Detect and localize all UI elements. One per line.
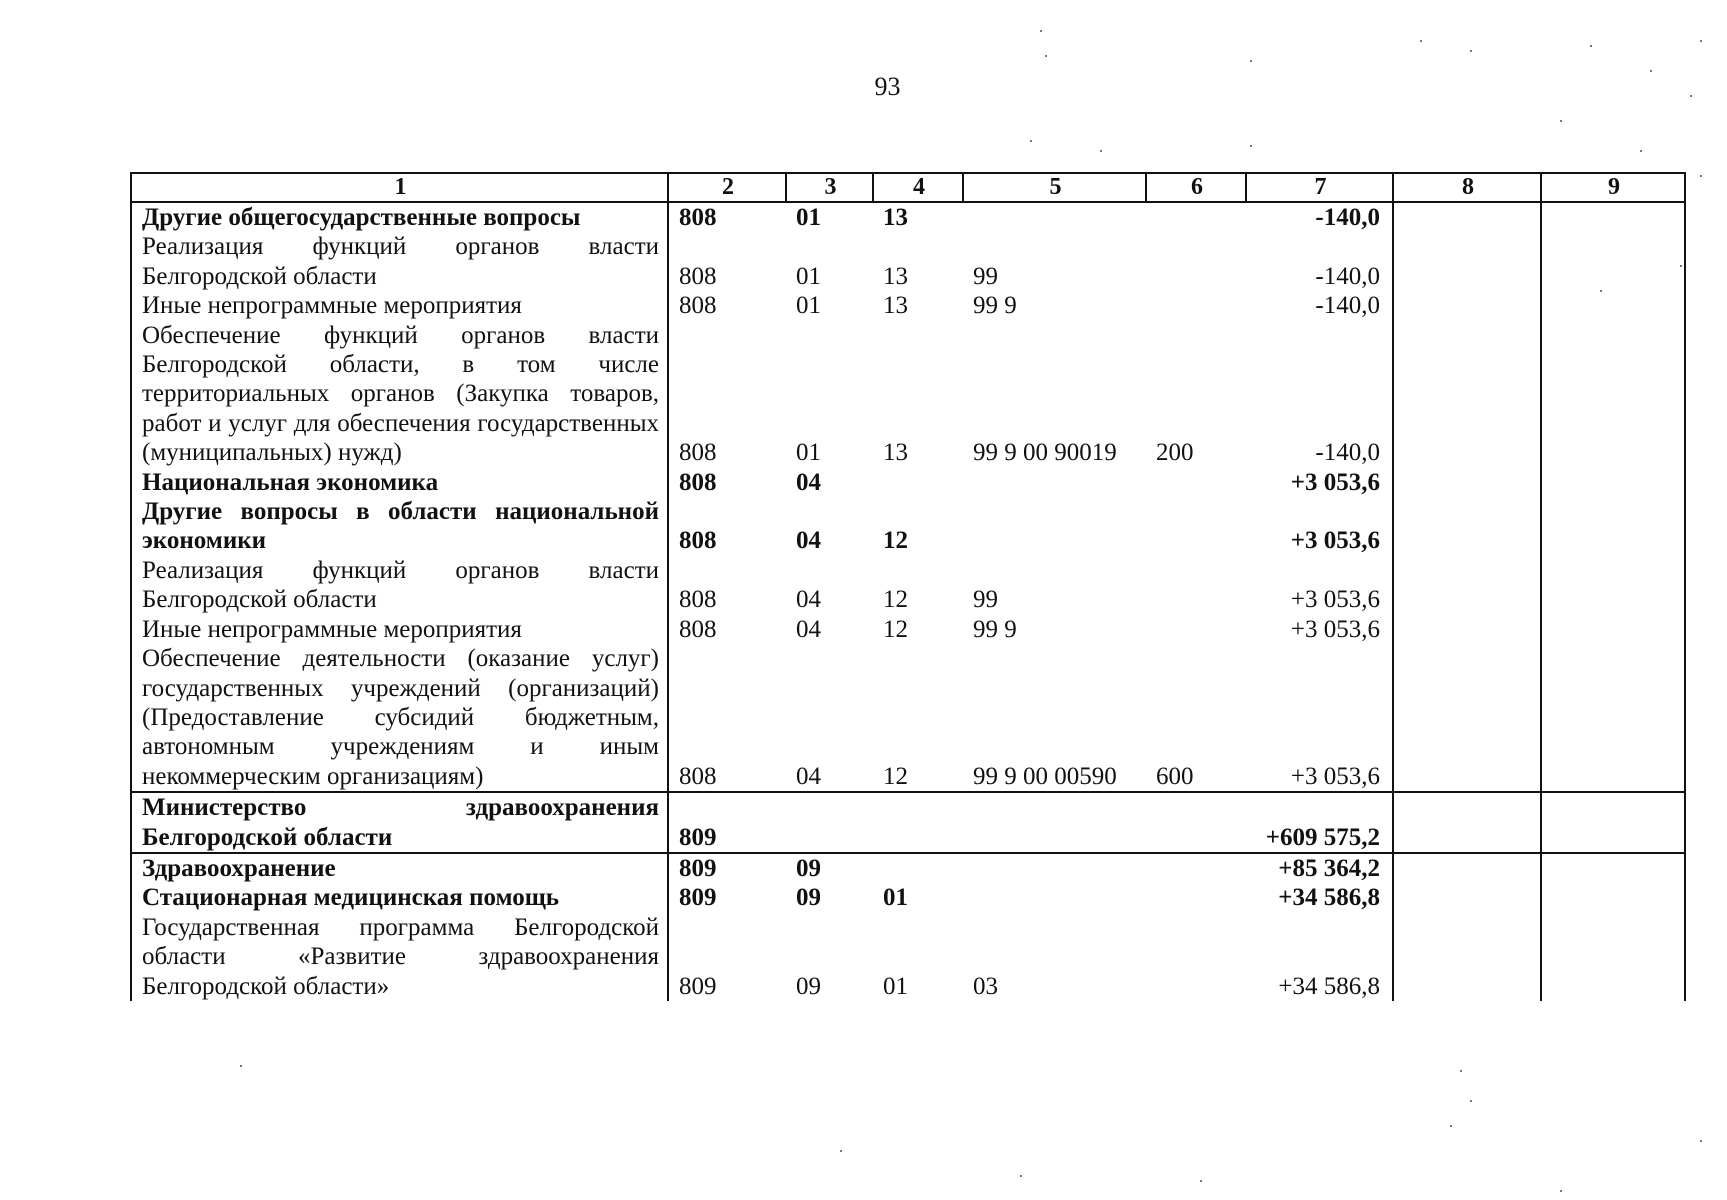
header-col-4: 4 [873, 173, 963, 202]
scan-speck [1560, 120, 1562, 122]
expense-type [1146, 232, 1246, 291]
table-row [131, 497, 1685, 556]
scan-speck [240, 1065, 242, 1067]
ved-code: 808 [668, 615, 786, 644]
table-row [131, 644, 1685, 792]
row-name: Министерство здравоохранения Белгородской области [131, 792, 668, 853]
ved-code: 808 [668, 232, 786, 291]
table-row [131, 232, 1685, 291]
col-9-value [1541, 644, 1685, 792]
row-name: Иные непрограммные мероприятия [131, 615, 668, 644]
table-row [131, 913, 1685, 1001]
expense-type [1146, 883, 1246, 912]
scan-speck [1560, 1190, 1562, 1192]
expense-type [1146, 615, 1246, 644]
scan-speck [1030, 140, 1032, 142]
ved-code: 809 [668, 883, 786, 912]
sum-value: -140,0 [1246, 321, 1393, 468]
scan-speck [1640, 150, 1642, 152]
scan-speck [1600, 290, 1602, 292]
target-code: 99 [973, 262, 998, 290]
col-9-value [1541, 202, 1685, 232]
table-row [131, 556, 1685, 615]
ved-code: 809 [668, 792, 786, 853]
row-name: Иные непрограммные мероприятия [131, 291, 668, 320]
ved-code: 809 [668, 913, 786, 1001]
ved-code: 808 [668, 556, 786, 615]
subsection-code: 13 [883, 204, 908, 231]
header-col-1: 1 [131, 173, 668, 202]
section-code: 01 [796, 204, 821, 231]
header-col-5: 5 [963, 173, 1146, 202]
sum-value: +34 586,8 [1246, 913, 1393, 1001]
sum-value: +3 053,6 [1246, 615, 1393, 644]
target-code: 99 [973, 586, 998, 614]
subsection-code: 13 [883, 262, 908, 290]
subsection-code: 12 [883, 615, 908, 643]
row-name: Реализация функций органов власти Белгородской области [131, 232, 668, 291]
ved-code: 808 [668, 497, 786, 556]
scan-speck [1690, 95, 1692, 97]
col-9-value [1541, 232, 1685, 291]
target-code: 99 9 00 00590 [973, 762, 1117, 790]
row-name: Стационарная медицинская помощь [131, 883, 668, 912]
target-code: 03 [973, 972, 998, 1000]
page-number: 93 [874, 72, 901, 101]
scan-speck [1200, 1180, 1202, 1182]
table-row [131, 883, 1685, 912]
scan-speck [1045, 55, 1047, 57]
section-code: 01 [796, 439, 821, 467]
ved-code: 808 [668, 321, 786, 468]
expense-type [1146, 291, 1246, 320]
section-code [786, 792, 873, 853]
subsection-code [873, 792, 963, 853]
expense-type [1146, 853, 1246, 883]
header-col-9: 9 [1541, 173, 1685, 202]
target-code: 99 9 [973, 615, 1017, 643]
table-row [131, 291, 1685, 320]
subsection-code: 12 [883, 762, 908, 790]
scan-speck [1020, 1175, 1022, 1177]
col-9-value [1541, 556, 1685, 615]
sum-value: +609 575,2 [1246, 792, 1393, 853]
header-col-6: 6 [1146, 173, 1246, 202]
col-9-value [1541, 883, 1685, 912]
target-code [963, 497, 1146, 556]
subsection-code: 13 [883, 292, 908, 320]
expense-type [1146, 497, 1246, 556]
header-col-2: 2 [668, 173, 786, 202]
budget-table [130, 172, 1686, 1001]
expense-type [1146, 556, 1246, 615]
header-col-3: 3 [786, 173, 873, 202]
table-body [131, 202, 1685, 1001]
col-8-value [1393, 792, 1541, 853]
sum-value: +3 053,6 [1246, 644, 1393, 792]
col-8-value [1393, 883, 1541, 912]
section-code: 09 [796, 884, 821, 912]
expense-type [1146, 913, 1246, 1001]
target-code [963, 202, 1146, 232]
col-8-value [1393, 232, 1541, 291]
row-name: Другие общегосударственные вопросы [131, 202, 668, 232]
section-code: 09 [796, 854, 821, 882]
sum-value: +34 586,8 [1246, 883, 1393, 912]
col-9-value [1541, 853, 1685, 883]
scan-speck [1590, 45, 1592, 47]
col-9-value [1541, 497, 1685, 556]
target-code: 99 9 00 90019 [973, 439, 1117, 467]
section-code: 04 [796, 586, 821, 614]
expense-type [1146, 792, 1246, 853]
scan-speck [1680, 265, 1682, 267]
scan-speck [1700, 40, 1702, 42]
col-8-value [1393, 321, 1541, 468]
section-code: 01 [796, 262, 821, 290]
target-code [963, 468, 1146, 497]
section-code: 04 [796, 468, 821, 496]
col-9-value [1541, 321, 1685, 468]
col-9-value [1541, 913, 1685, 1001]
sum-value: -140,0 [1246, 291, 1393, 320]
row-name: Обеспечение функций органов власти Белгородской области, в том числе территориальных органов (Закупка товаров, работ и услуг для обеспечения государственных (муниципальных) нужд) [131, 321, 668, 468]
ved-code: 808 [668, 468, 786, 497]
col-8-value [1393, 644, 1541, 792]
row-name: Реализация функций органов власти Белгородской области [131, 556, 668, 615]
target-code [963, 883, 1146, 912]
scan-speck [1470, 1100, 1472, 1102]
expense-type: 200 [1156, 439, 1194, 467]
subsection-code [873, 468, 963, 497]
sum-value: +3 053,6 [1246, 497, 1393, 556]
subsection-code: 13 [883, 439, 908, 467]
table-row [131, 853, 1685, 883]
section-code: 04 [796, 527, 821, 555]
expense-type: 600 [1156, 762, 1194, 790]
table-row [131, 202, 1685, 232]
col-8-value [1393, 202, 1541, 232]
scan-speck [1250, 145, 1252, 147]
section-code: 04 [796, 615, 821, 643]
col-8-value [1393, 556, 1541, 615]
sum-value: +3 053,6 [1246, 556, 1393, 615]
subsection-code: 12 [883, 527, 908, 555]
col-8-value [1393, 913, 1541, 1001]
col-8-value [1393, 615, 1541, 644]
col-9-value [1541, 468, 1685, 497]
subsection-code: 01 [883, 884, 908, 912]
subsection-code [873, 853, 963, 883]
table-row [131, 468, 1685, 497]
section-code: 09 [796, 972, 821, 1000]
scan-speck [1700, 175, 1702, 177]
col-8-value [1393, 853, 1541, 883]
scan-speck [1650, 70, 1652, 72]
expense-type [1146, 468, 1246, 497]
sum-value: -140,0 [1246, 232, 1393, 291]
scan-speck [1040, 30, 1042, 32]
sum-value: -140,0 [1246, 202, 1393, 232]
header-col-8: 8 [1393, 173, 1541, 202]
scan-speck [1420, 40, 1422, 42]
section-code: 01 [796, 292, 821, 320]
sum-value: +85 364,2 [1246, 853, 1393, 883]
table-row [131, 321, 1685, 468]
ved-code: 808 [668, 291, 786, 320]
scan-speck [1450, 1125, 1452, 1127]
row-name: Национальная экономика [131, 468, 668, 497]
row-name: Здравоохранение [131, 853, 668, 883]
header-row [131, 173, 1685, 202]
scan-speck [1250, 60, 1252, 62]
row-name: Государственная программа Белгородской области «Развитие здравоохранения Белгородской области» [131, 913, 668, 1001]
col-9-value [1541, 792, 1685, 853]
section-code: 04 [796, 762, 821, 790]
scan-speck [1470, 50, 1472, 52]
scan-speck [1460, 1070, 1462, 1072]
target-code [963, 853, 1146, 883]
target-code [963, 792, 1146, 853]
row-name: Обеспечение деятельности (оказание услуг) государственных учреждений (организаций) (Предоставление субсидий бюджетным, автономным учреждениям и иным некоммерческим организациям) [131, 644, 668, 792]
sum-value: +3 053,6 [1246, 468, 1393, 497]
ved-code: 809 [668, 853, 786, 883]
col-8-value [1393, 291, 1541, 320]
scan-speck [1700, 1140, 1702, 1142]
subsection-code: 01 [883, 972, 908, 1000]
ved-code: 808 [668, 644, 786, 792]
scan-speck [840, 1150, 842, 1152]
ved-code: 808 [668, 202, 786, 232]
row-name: Другие вопросы в области национальной экономики [131, 497, 668, 556]
table-row [131, 792, 1685, 853]
table-row [131, 615, 1685, 644]
scan-speck [1100, 150, 1102, 152]
subsection-code: 12 [883, 586, 908, 614]
col-9-value [1541, 291, 1685, 320]
col-8-value [1393, 468, 1541, 497]
target-code: 99 9 [973, 292, 1017, 320]
col-9-value [1541, 615, 1685, 644]
expense-type [1146, 202, 1246, 232]
col-8-value [1393, 497, 1541, 556]
header-col-7: 7 [1246, 173, 1393, 202]
